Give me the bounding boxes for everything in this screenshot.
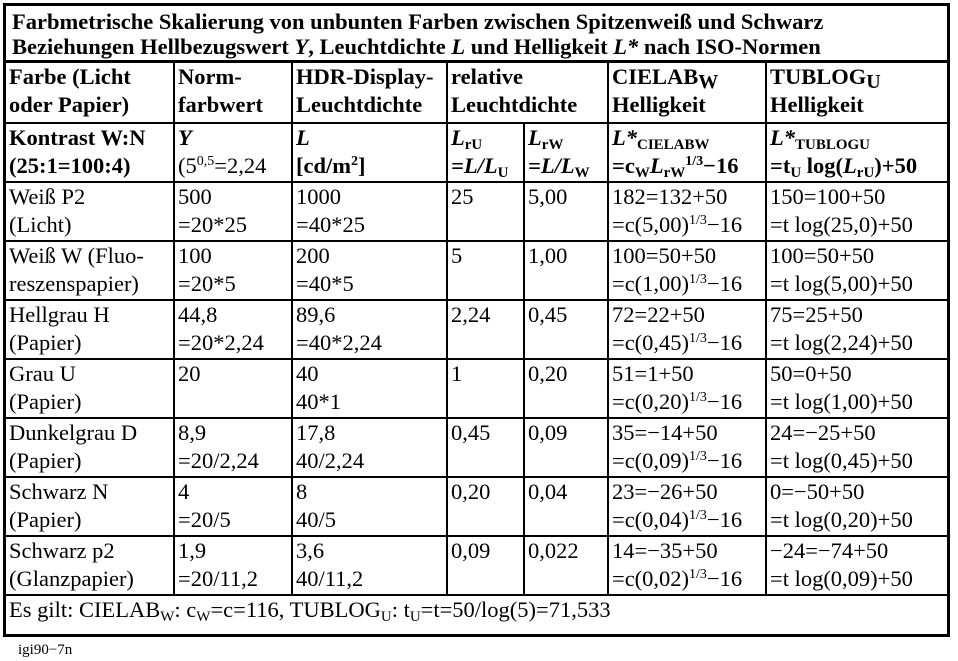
header-row [6,63,947,123]
title-line-1: Farbmetrische Skalierung von unbunten Farben zwischen Spitzenweiß und Schwarz [12,9,824,34]
symbol-y: Y ($5^{0,5}=2,24$ [174,123,292,182]
table-row: Schwarz p2 (Glanzpapier) 1,9 =20/11,2 3,6 40/11,2 0,09 0,022 14=−35+50 $=c(0,02)^{1/3}-16$ −24=−74+50 =t log(0,09)+50 [6,536,947,595]
header-normfarbwert: Norm- farbwert [174,63,292,123]
header-tublog: $TUBLOG_U$ Helligkeit [766,63,947,123]
table-row: Schwarz N (Papier) 4 =20/5 8 40/5 0,20 0,04 23=−26+50 $=c(0,04)^{1/3}-16$ 0=−50+50 =t log(0,20)+50 [6,477,947,536]
table-row: Weiß P2 (Licht) 500 =20*25 1000 =40*25 25 5,00 182=132+50 $=c(5,00)^{1/3}-16$ 150=100+50 =t log(25,0)+50 [6,182,947,241]
header-cielab: $CIELAB_W$ Helligkeit [608,63,766,123]
page-title [6,6,947,63]
table-row: Grau U (Papier) 20 40 40*1 1 0,20 51=1+50 $=c(0,20)^{1/3}-16$ 50=0+50 =t log(1,00)+50 [6,359,947,418]
symbol-kontrast: Kontrast W:N (25:1=100:4) [6,123,174,182]
footer-note: Es gilt: $CIELAB_W$: $c_W=c=116$, $TUBLOG_U$: $t_U=t=50/\log(5)=71,533$ [6,595,947,630]
table-row: Hellgrau H (Papier) 44,8 =20*2,24 89,6 =40*2,24 2,24 0,45 72=22+50 $=c(0,45)^{1/3}-16$ 75=25+50 =t log(2,24)+50 [6,300,947,359]
figure-code: igi90−7n [18,642,73,658]
symbol-tublog: $L*_{TUBLOGU}$ $=t_U$ $\log(L_{rU})+50$ [766,123,947,182]
symbol-row [6,123,947,182]
symbol-lrw: $L_{rW}$ $=L/L_W$ [524,123,608,182]
header-farbe: Farbe (Licht oder Papier) [6,63,174,123]
data-table [6,63,947,630]
title-line-2: Beziehungen Hellbezugswert Y, Leuchtdichte L und Helligkeit L* nach ISO-Normen [12,34,821,59]
table-row: Dunkelgrau D (Papier) 8,9 =20/2,24 17,8 40/2,24 0,45 0,09 35=−14+50 $=c(0,09)^{1/3}-16$ 24=−25+50 =t log(0,45)+50 [6,418,947,477]
header-hdr-leuchtdichte: HDR-Display- Leuchtdichte [292,63,447,123]
footer-row [6,595,947,630]
header-relative-leuchtdichte: relative Leuchtdichte [447,63,608,123]
symbol-lru: $L_{rU}$ $=L/L_U$ [447,123,524,182]
symbol-l: L $[cd/m^2]$ [292,123,447,182]
symbol-cielab: $L*_{CIELABW}$ $=c_WL_{rW}^{1/3}-16$ [608,123,766,182]
table-row: Weiß W (Fluo- reszenspapier) 100 =20*5 200 =40*5 5 1,00 100=50+50 $=c(1,00)^{1/3}-16$ 100=50+50 =t log(5,00)+50 [6,241,947,300]
